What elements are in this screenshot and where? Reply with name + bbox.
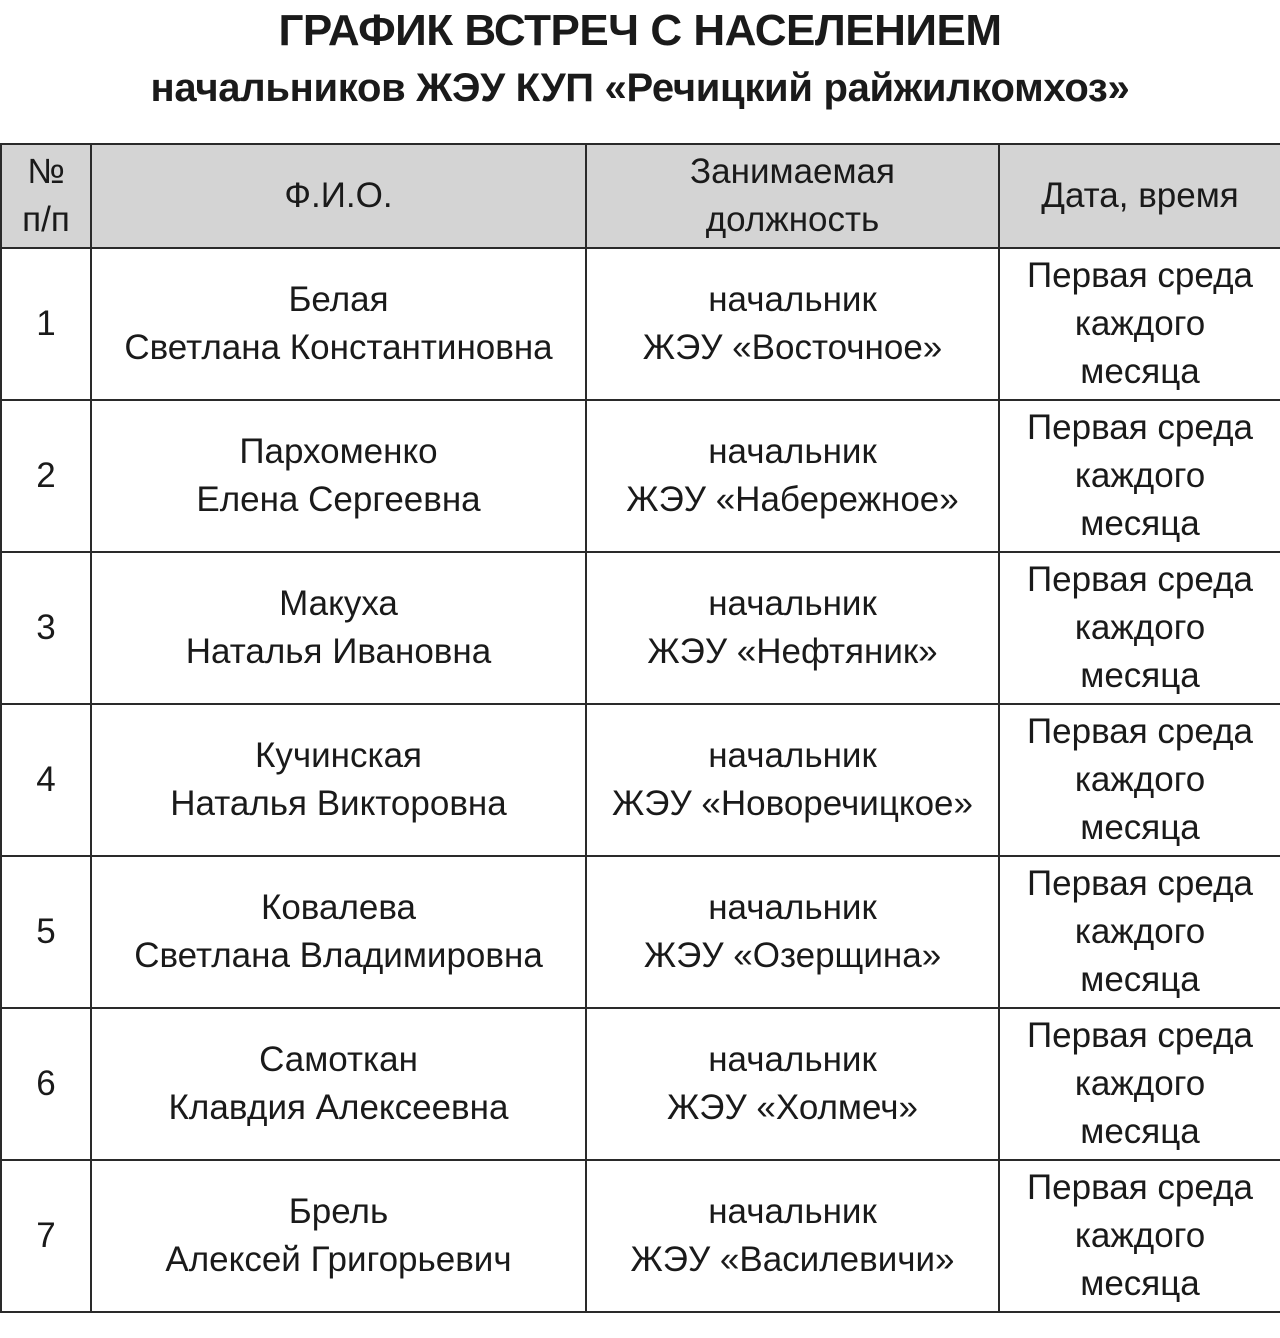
row-datetime-line1: Первая среда [1027, 408, 1253, 447]
header-number-label: п/п [22, 200, 70, 239]
row-datetime [999, 1008, 1280, 1160]
row-role: начальник [708, 432, 877, 471]
row-given-names: Наталья Викторовна [170, 784, 507, 823]
table-header-row [1, 144, 1280, 248]
row-number: 6 [1, 1008, 91, 1160]
row-name [91, 856, 586, 1008]
header-number [1, 144, 91, 248]
row-surname: Ковалева [260, 888, 417, 927]
header-number-symbol: № [27, 152, 65, 191]
table-row [1, 248, 1280, 400]
table-row [1, 1160, 1280, 1312]
row-given-names: Елена Сергеевна [196, 480, 481, 519]
row-datetime [999, 856, 1280, 1008]
title-subtitle: начальников ЖЭУ КУП «Речицкий райжилкомхоз» [150, 66, 1130, 110]
row-datetime [999, 1160, 1280, 1312]
row-datetime-line1: Первая среда [1027, 1016, 1253, 1055]
row-datetime-line1: Первая среда [1027, 256, 1253, 295]
row-role: начальник [708, 888, 877, 927]
row-surname: Макуха [279, 584, 398, 623]
row-position [586, 400, 999, 552]
title-main: ГРАФИК ВСТРЕЧ С НАСЕЛЕНИЕМ [278, 6, 1002, 55]
row-position [586, 856, 999, 1008]
header-position-label-2: должность [705, 200, 880, 239]
row-role: начальник [708, 736, 877, 775]
row-surname: Самоткан [259, 1040, 418, 1079]
row-position [586, 552, 999, 704]
header-name-label: Ф.И.О. [284, 176, 393, 215]
row-datetime-line3: месяца [1080, 1112, 1200, 1151]
row-datetime-line3: месяца [1080, 352, 1200, 391]
row-number: 3 [1, 552, 91, 704]
page-title [0, 0, 1280, 140]
row-number: 7 [1, 1160, 91, 1312]
row-name [91, 248, 586, 400]
header-datetime-label: Дата, время [1041, 176, 1239, 215]
row-datetime-line3: месяца [1080, 808, 1200, 847]
row-datetime-line3: месяца [1080, 656, 1200, 695]
row-office: ЖЭУ «Холмеч» [666, 1088, 919, 1127]
row-given-names: Алексей Григорьевич [165, 1240, 512, 1279]
row-datetime-line2: каждого [1074, 912, 1206, 951]
row-datetime-line3: месяца [1080, 1264, 1200, 1303]
row-number: 2 [1, 400, 91, 552]
row-surname: Пархоменко [239, 432, 438, 471]
row-name [91, 552, 586, 704]
row-datetime-line1: Первая среда [1027, 864, 1253, 903]
row-office: ЖЭУ «Новоречицкое» [611, 784, 973, 823]
row-datetime-line3: месяца [1080, 504, 1200, 543]
table-row [1, 400, 1280, 552]
row-surname: Белая [288, 280, 389, 319]
row-name [91, 704, 586, 856]
row-datetime-line1: Первая среда [1027, 712, 1253, 751]
row-role: начальник [708, 584, 877, 623]
row-given-names: Светлана Константиновна [124, 328, 553, 367]
row-surname: Брель [288, 1192, 389, 1231]
row-role: начальник [708, 1192, 877, 1231]
row-position [586, 704, 999, 856]
row-office: ЖЭУ «Набережное» [626, 480, 959, 519]
row-given-names: Клавдия Алексеевна [168, 1088, 509, 1127]
header-datetime [999, 144, 1280, 248]
row-datetime-line3: месяца [1080, 960, 1200, 999]
table-row [1, 1008, 1280, 1160]
row-position [586, 1160, 999, 1312]
row-number: 4 [1, 704, 91, 856]
row-position [586, 248, 999, 400]
header-position-label-1: Занимаемая [690, 152, 895, 191]
table-body [1, 248, 1280, 1312]
table-row [1, 856, 1280, 1008]
row-office: ЖЭУ «Василевичи» [630, 1240, 955, 1279]
row-office: ЖЭУ «Нефтяник» [647, 632, 938, 671]
row-datetime-line1: Первая среда [1027, 560, 1253, 599]
row-datetime [999, 400, 1280, 552]
row-datetime-line2: каждого [1074, 456, 1206, 495]
table-row [1, 704, 1280, 856]
row-datetime-line2: каждого [1074, 304, 1206, 343]
row-role: начальник [708, 280, 877, 319]
header-name [91, 144, 586, 248]
header-position [586, 144, 999, 248]
row-name [91, 400, 586, 552]
row-name [91, 1008, 586, 1160]
row-datetime-line2: каждого [1074, 760, 1206, 799]
row-datetime-line2: каждого [1074, 1216, 1206, 1255]
row-datetime-line2: каждого [1074, 1064, 1206, 1103]
row-position [586, 1008, 999, 1160]
table-row [1, 552, 1280, 704]
row-given-names: Наталья Ивановна [185, 632, 492, 671]
row-office: ЖЭУ «Озерщина» [643, 936, 942, 975]
row-office: ЖЭУ «Восточное» [642, 328, 943, 367]
row-given-names: Светлана Владимировна [134, 936, 543, 975]
row-role: начальник [708, 1040, 877, 1079]
row-number: 5 [1, 856, 91, 1008]
row-number: 1 [1, 248, 91, 400]
row-datetime [999, 704, 1280, 856]
row-datetime [999, 552, 1280, 704]
row-datetime [999, 248, 1280, 400]
row-datetime-line2: каждого [1074, 608, 1206, 647]
row-name [91, 1160, 586, 1312]
schedule-table [0, 143, 1280, 1313]
row-surname: Кучинская [254, 736, 422, 775]
row-datetime-line1: Первая среда [1027, 1168, 1253, 1207]
